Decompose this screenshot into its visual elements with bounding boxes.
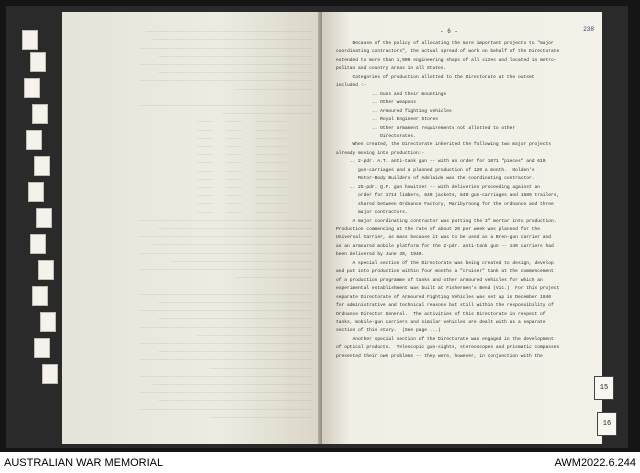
- text-line: .. Other armament requirements not allotted to other: [336, 125, 516, 131]
- index-tab: [42, 364, 58, 384]
- text-line: of optical products. Telescopic gun-sights, stereoscopes and prismatic compasses: [336, 345, 560, 351]
- text-line: presented their own problems -- they were, however, in conjunction with the: [336, 353, 543, 359]
- text-line: shared between Ordnance Factory, Maribyrnong for the ordnance and three: [336, 201, 554, 207]
- text-line: A special section of the Directorate was being created to design, develop: [336, 260, 554, 266]
- index-tab: [40, 312, 56, 332]
- text-line: section of this story. (See page ...): [336, 328, 441, 334]
- text-line: .. Guns and their mountings: [336, 91, 447, 97]
- show-through-text: ──────────────────────────────────────────────────── ────────────────────────────────────────────────── ────────────────────────────────────────────────────── ──────────────────────────────────────────────── ────────────────────────────────────────────────────── ──────────────────────────────────────────────── ────────────────────────────────────────────────────── ──────────────────────── ────────────────────────────────────────────────────── ──────────────────────────── ────────── ───── ───── ────────── ───── ───── ────────── ───── ───── ────────── ───── ───── ────────── ───── ───── ────────── ───── ───── ────────── ───── ───── ────────── ───── ───── ────────── ───── ───── ────────── ───── ───── ────────── ───── ───── ────────── ───── ───── ────────────────────────────────────────────────────── ──────────────────────────────────────────────── ────────────────────────────────────────────────────── ────────────────────────────────────────────────── ────────────────────────────────────────────────────── ──────────────────────────────────────────── ────────────────────────────────────────────────────── ──────────────────────── ────────────────────────────────────────────────────── ──────────────────────────────────────────────── ────────────────────────────────────────────────────── ──────────────────────────────────────────────── ────────────────────────────────────────────────────── ──────────────────────────────────── ────────────────────────────────────────────────────── ──────────────────────────────────────────────── ────────────────────────────────────────────────────── ──────────────────────────────── ────────────────────────────────────────────────────── ────────────────────────────────────────────────── ────────────────────────────────────────────────────── ──────────────────────────────────────────────── ────────────────────────────────────────────────────── ────────────────────────────────: [139, 29, 312, 421]
- index-tab: [38, 260, 54, 280]
- text-line: coordinating contractors", the actual spread of work on behalf of the Directorate: [336, 49, 560, 55]
- page-marker-box: 16: [597, 412, 617, 436]
- text-line: When created, the Directorate inherited the following two major projects: [336, 142, 552, 148]
- page-number: - 6 -: [440, 28, 459, 35]
- text-line: Directorates.: [336, 133, 416, 139]
- text-line: for administrative and technical reasons but still within the responsibility of: [336, 303, 554, 309]
- text-line: and put into production within four months a "cruiser" tank at the commencement: [336, 269, 554, 275]
- text-line: .. Armoured fighting vehicles: [336, 108, 452, 114]
- index-tab: [24, 78, 40, 98]
- text-line: Ordnance Director General. The activities of this Directorate in respect of: [336, 311, 546, 317]
- index-tab: [28, 182, 44, 202]
- index-tab: [34, 156, 50, 176]
- page-marker-box: 15: [594, 376, 614, 400]
- index-tab: [22, 30, 38, 50]
- index-tab: [32, 286, 48, 306]
- text-line: .. Other weapons: [336, 100, 416, 106]
- item-identifier: AWM2022.6.244: [554, 456, 636, 469]
- text-line: gun-carriages and a planned production of 120 a month. Holden's: [336, 167, 535, 173]
- text-line: of a production programme of tanks and other armoured vehicles for which an: [336, 277, 543, 283]
- left-page: [62, 12, 322, 444]
- text-line: tanks, mobile-gun carriers and similar vehicles are dealt with as a separate: [336, 319, 546, 325]
- text-line: Universal Carrier, as mass because it was to be used as a Bren-gun carrier and: [336, 235, 552, 241]
- text-line: Motor-Body Builders of Adelaide was the coordinating contractor.: [336, 176, 535, 182]
- text-line: Categories of production allotted to the Directorate at the outset: [336, 74, 535, 80]
- text-line: Because of the policy of allocating the more important projects to "major: [336, 41, 554, 46]
- text-line: A major coordinating contractor was putting the 3" mortar into production.: [336, 218, 557, 224]
- text-line: order for 1714 limbers, 840 jackets, 840 gun-carriages and 1680 trailers,: [336, 193, 560, 199]
- text-line: .. 2-pdr. A.T. anti-tank gun -- with an order for 1071 "pieces" and 610: [336, 159, 546, 165]
- text-line: already moving into production:-: [336, 150, 425, 156]
- text-line: Production commencing at the rate of about 20 per week was planned for the: [336, 226, 540, 232]
- page-body-text: [336, 40, 594, 361]
- archive-footer: [0, 452, 640, 473]
- text-line: been delivered by June 30, 1940.: [336, 252, 425, 258]
- index-tab: [36, 208, 52, 228]
- text-line: included :-: [336, 83, 367, 89]
- index-tabs: [22, 30, 64, 390]
- text-line: experimental establishment was built at Fishermen's Bend (Vic.) For this project: [336, 286, 560, 292]
- institution-name: AUSTRALIAN WAR MEMORIAL: [4, 456, 164, 469]
- text-line: extended to more than 1,000 engineering shops of all sizes and located in metro-: [336, 57, 557, 63]
- text-line: separate Directorate of Armoured Fighting Vehicles was set up in December 1940: [336, 294, 552, 300]
- text-line: Another special section of the Directorate was engaged in the development: [336, 336, 554, 342]
- folio-stamp: 238: [583, 26, 594, 33]
- index-tab: [30, 234, 46, 254]
- index-tab: [30, 52, 46, 72]
- text-line: .. 25-pdr. Q.F. gun howitzer -- with deliveries proceeding against an: [336, 184, 540, 190]
- index-tab: [32, 104, 48, 124]
- text-line: as an armoured mobile platform for the 2-pdr. anti-tank gun -- 140 carriers had: [336, 243, 554, 249]
- right-page: [322, 12, 602, 444]
- text-line: major contractors.: [336, 210, 408, 216]
- text-line: politan and country areas in all States.: [336, 66, 447, 72]
- index-tab: [34, 338, 50, 358]
- index-tab: [26, 130, 42, 150]
- text-line: .. Royal Engineer Stores: [336, 117, 438, 123]
